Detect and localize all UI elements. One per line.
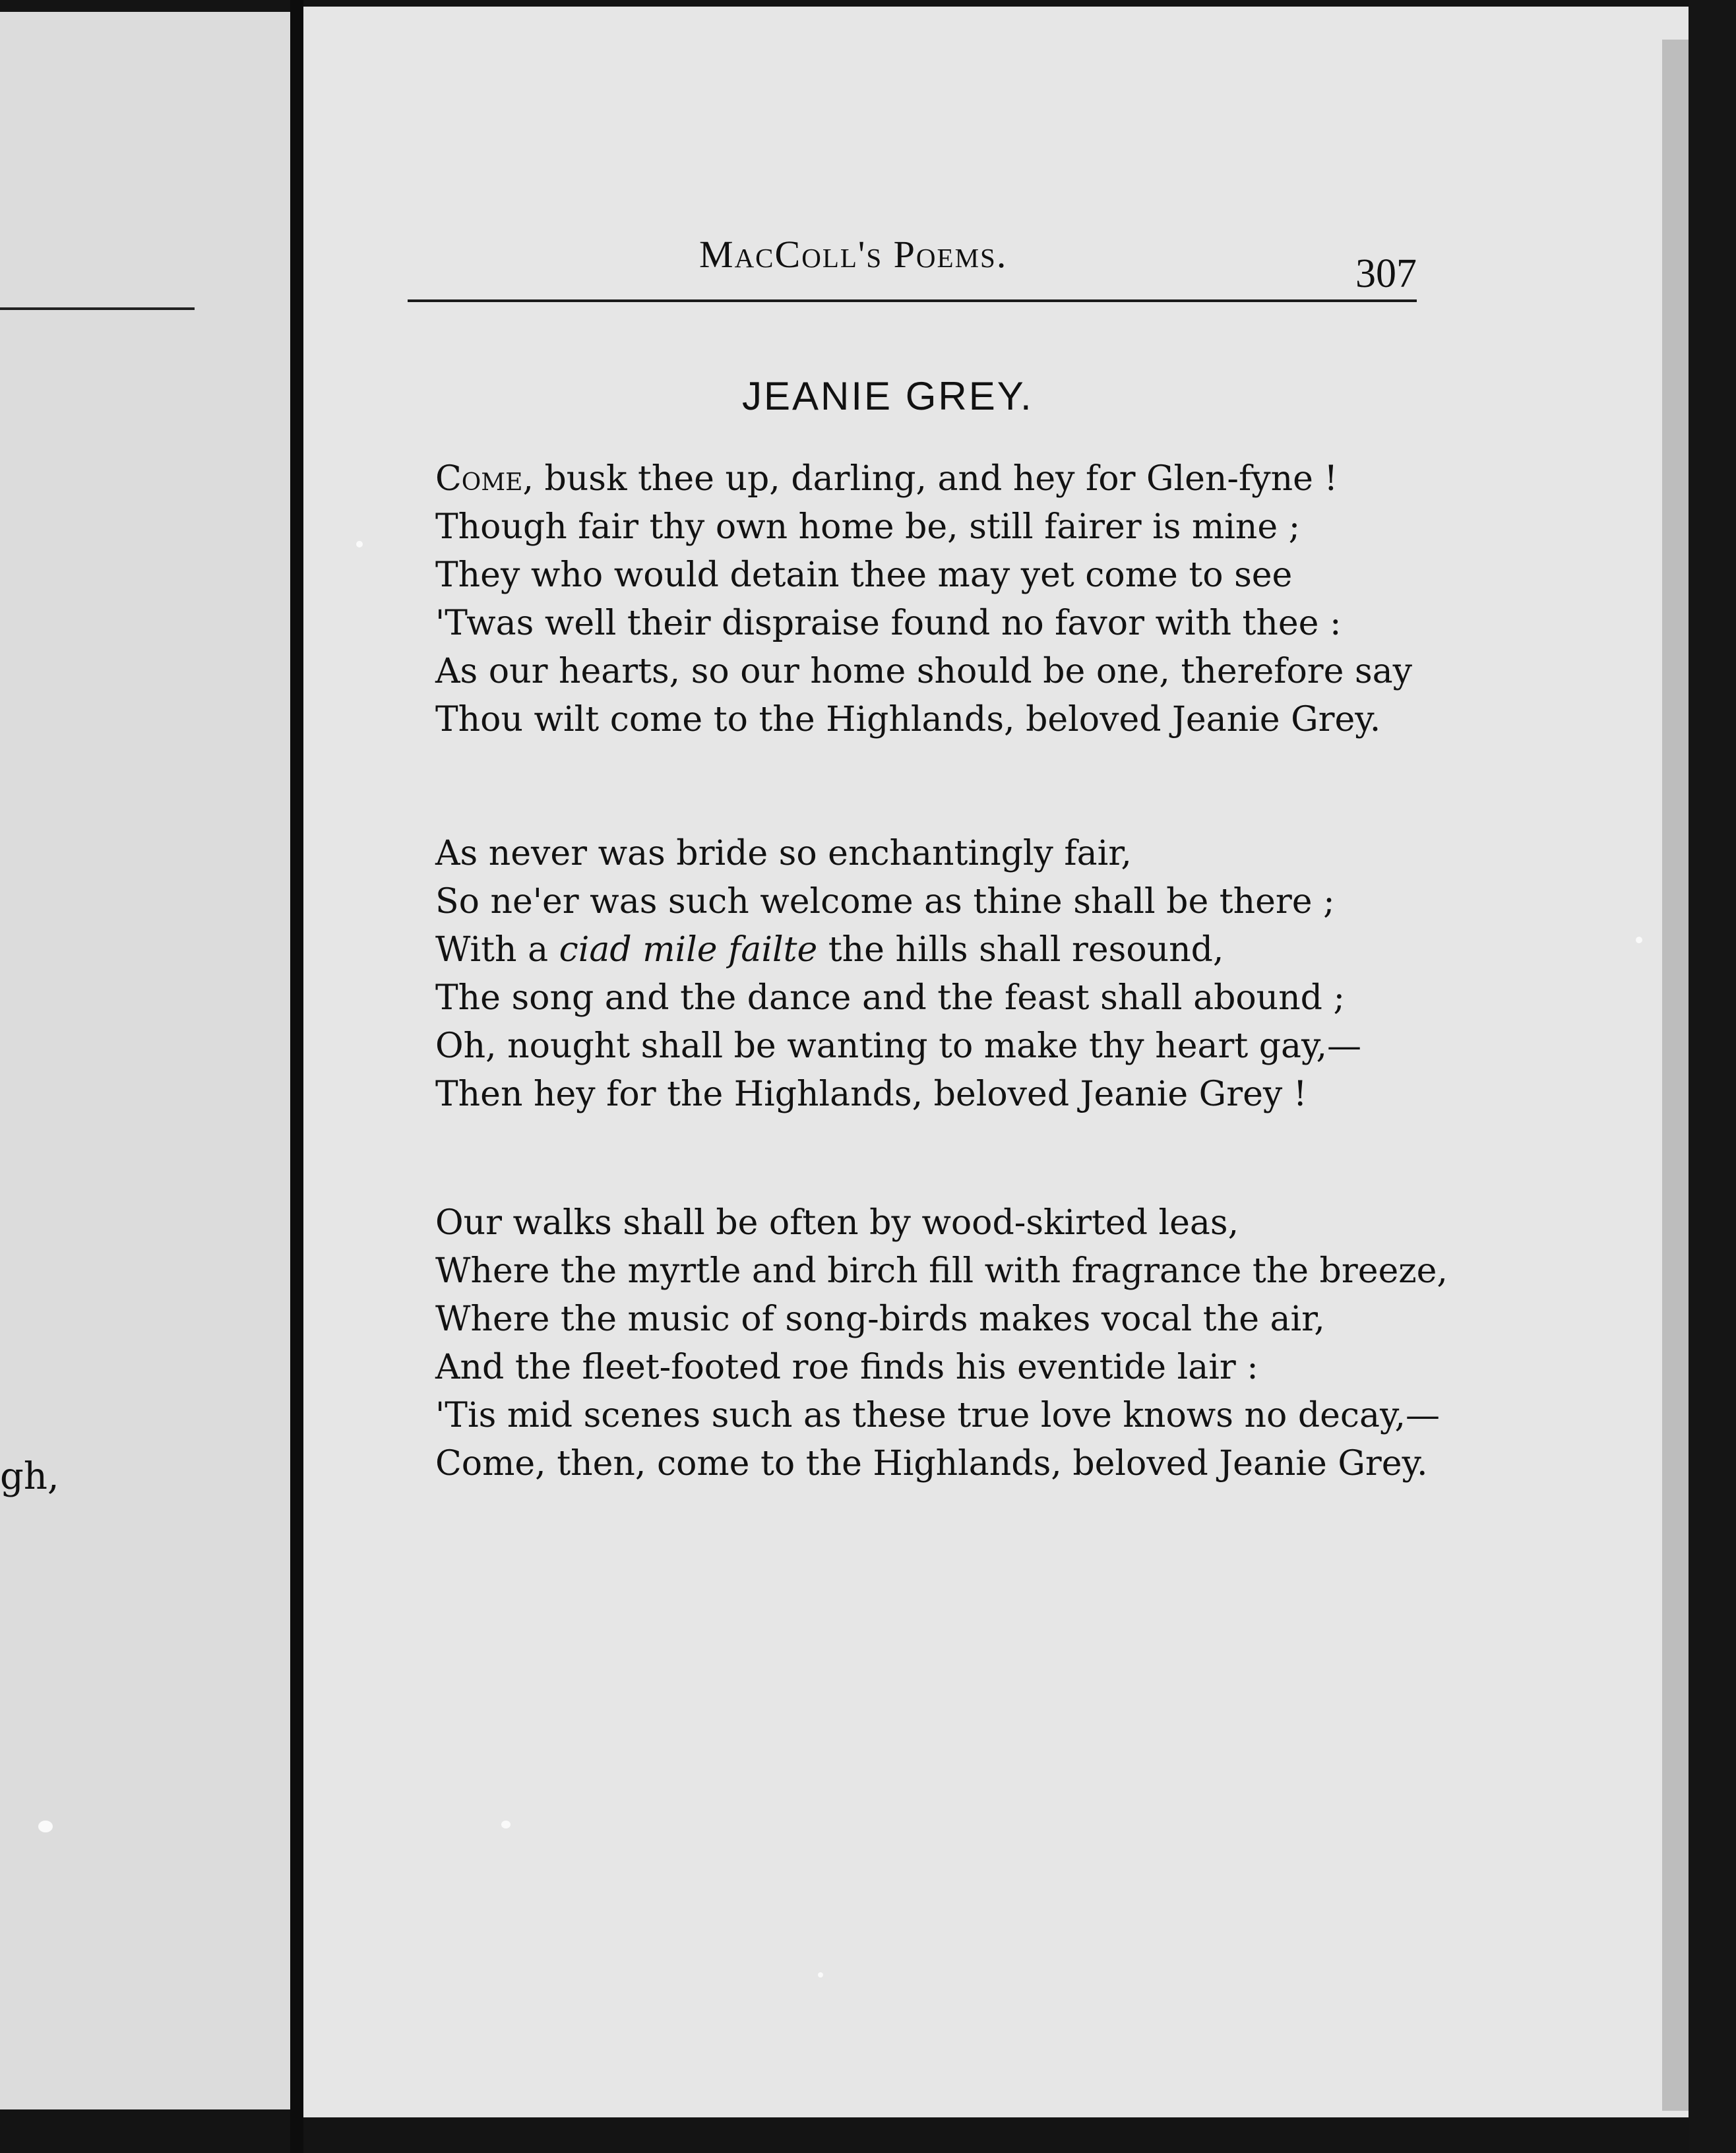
poem-line: Come, then, come to the Highlands, beloved Jeanie Grey. <box>435 1444 1428 1483</box>
book-gutter <box>290 0 303 2153</box>
scan-speck <box>818 1972 823 1978</box>
left-page-header-rule <box>0 307 195 310</box>
poem-line: Then hey for the Highlands, beloved Jeanie Grey ! <box>435 1075 1307 1114</box>
poem-line: Oh, nought shall be wanting to make thy heart gay,— <box>435 1026 1362 1066</box>
poem-line: So ne'er was such welcome as thine shall be there ; <box>435 882 1335 921</box>
page-edge-shadow <box>1662 40 1689 2111</box>
stanza-3 <box>435 1199 1448 1488</box>
poem-line: 'Tis mid scenes such as these true love knows no decay,— <box>435 1396 1441 1435</box>
poem-line: Thou wilt come to the Highlands, beloved Jeanie Grey. <box>435 700 1381 739</box>
poem-line: And the fleet-footed roe finds his eventide lair : <box>435 1348 1258 1387</box>
line-post: the hills shall resound, <box>817 930 1224 970</box>
left-page-text-fragment: gh, <box>0 1455 59 1498</box>
line-rest: , busk thee up, darling, and hey for Glen-fyne ! <box>522 459 1338 499</box>
poem-line: As never was bride so enchantingly fair, <box>435 834 1132 873</box>
poem-line: Where the myrtle and birch fill with fragrance the breeze, <box>435 1251 1448 1291</box>
line-italic-phrase: ciad mile failte <box>559 930 818 970</box>
poem-line: They who would detain thee may yet come to see <box>435 555 1293 595</box>
poem-title: JEANIE GREY. <box>742 374 1034 418</box>
stanza-1 <box>435 455 1412 744</box>
poem-line: Our walks shall be often by wood-skirted leas, <box>435 1203 1239 1243</box>
poem-line <box>435 926 1361 974</box>
left-page <box>0 12 297 2109</box>
scan-speck <box>356 541 363 547</box>
running-header-title: MacColl's Poems. <box>699 233 1008 276</box>
poem-line: As our hearts, so our home should be one, therefore say <box>435 652 1413 691</box>
poem-line: Where the music of song-birds makes vocal the air, <box>435 1299 1325 1339</box>
page-number: 307 <box>1355 251 1417 296</box>
scan-speck <box>501 1821 511 1828</box>
poem-line: Though fair thy own home be, still fairer is mine ; <box>435 507 1301 547</box>
header-rule <box>408 299 1417 302</box>
scan-speck <box>1636 937 1642 943</box>
stanza-2 <box>435 830 1361 1119</box>
poem-line: The song and the dance and the feast shall abound ; <box>435 978 1345 1018</box>
line-pre: With a <box>435 930 559 970</box>
scan-speck <box>38 1821 53 1832</box>
scan-right-edge <box>1689 0 1736 2153</box>
line-first-word: Come <box>435 459 523 499</box>
poem-line: 'Twas well their dispraise found no favor with thee : <box>435 604 1342 643</box>
poem-line <box>435 455 1412 503</box>
